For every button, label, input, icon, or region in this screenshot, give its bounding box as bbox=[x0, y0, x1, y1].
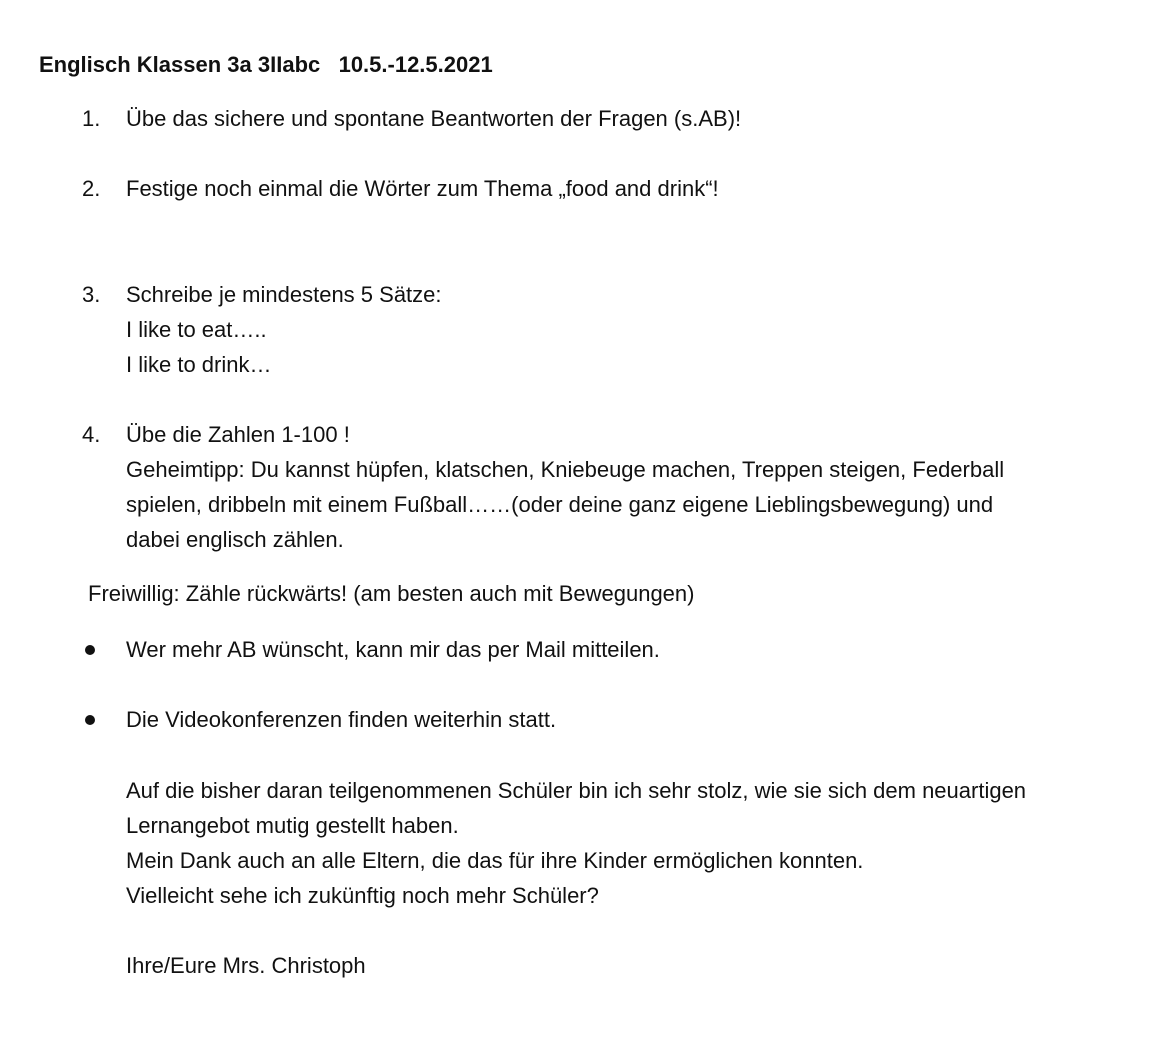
item-1-number: 1. bbox=[82, 106, 101, 131]
signature: Ihre/Eure Mrs. Christoph bbox=[126, 953, 366, 978]
closing-line-3: Mein Dank auch an alle Eltern, die das für ihre Kinder ermöglichen konnten. bbox=[126, 848, 864, 873]
item-3-line-2: I like to eat….. bbox=[126, 317, 267, 342]
item-4-line-1: Übe die Zahlen 1-100 ! bbox=[126, 422, 350, 447]
item-4-number: 4. bbox=[82, 422, 101, 447]
item-4-line-4: dabei englisch zählen. bbox=[126, 527, 344, 552]
item-3-line-1: Schreibe je mindestens 5 Sätze: bbox=[126, 282, 442, 307]
item-1-text: Übe das sichere und spontane Beantworten der Fragen (s.AB)! bbox=[126, 106, 742, 131]
bullet-1-text: Wer mehr AB wünscht, kann mir das per Mail mitteilen. bbox=[126, 637, 660, 662]
closing-line-2: Lernangebot mutig gestellt haben. bbox=[126, 813, 459, 838]
item-4-line-2: Geheimtipp: Du kannst hüpfen, klatschen, Kniebeuge machen, Treppen steigen, Federball bbox=[126, 457, 1005, 482]
closing-line-4: Vielleicht sehe ich zukünftig noch mehr Schüler? bbox=[126, 883, 599, 908]
closing-line-1: Auf die bisher daran teilgenommenen Schüler bin ich sehr stolz, wie sie sich dem neuartigen bbox=[126, 778, 1027, 803]
voluntary-note: Freiwillig: Zähle rückwärts! (am besten auch mit Bewegungen) bbox=[88, 581, 695, 606]
item-3-line-3: I like to drink… bbox=[126, 352, 272, 377]
bullet-2-text: Die Videokonferenzen finden weiterhin statt. bbox=[126, 707, 557, 732]
item-3-number: 3. bbox=[82, 282, 101, 307]
item-2-text: Festige noch einmal die Wörter zum Thema „food and drink“! bbox=[126, 176, 719, 201]
item-2-number: 2. bbox=[82, 176, 101, 201]
item-4-line-3: spielen, dribbeln mit einem Fußball……(oder deine ganz eigene Lieblingsbewegung) und bbox=[126, 492, 994, 517]
document-title: Englisch Klassen 3a 3IIabc 10.5.-12.5.2021 bbox=[39, 52, 493, 77]
bullet-1-dot bbox=[85, 645, 95, 655]
bullet-2-dot bbox=[85, 715, 95, 725]
